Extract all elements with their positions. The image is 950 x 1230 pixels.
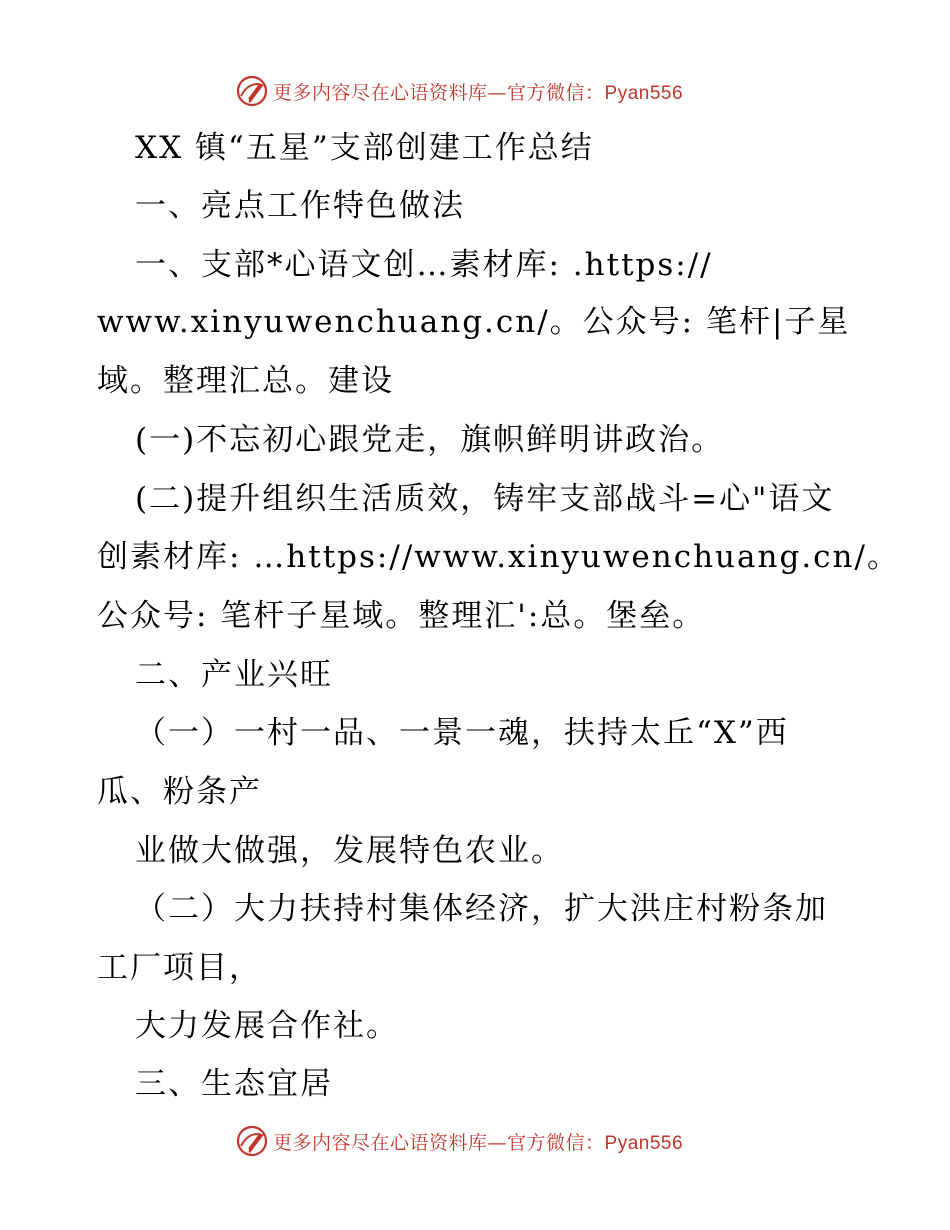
watermark-site-text: 更多内容尽在心语资料库 xyxy=(273,81,488,104)
text-line: （一）一村一品、一景一魂，扶持太丘“X”西 xyxy=(135,715,789,751)
text-line: (一)不忘初心跟党走，旗帜鲜明讲政治。 xyxy=(135,422,725,458)
text-line: 一、支部*心语文创…素材库: .https:// xyxy=(135,247,713,283)
watermark-site-text: 更多内容尽在心语资料库 xyxy=(273,1131,488,1154)
watermark-wechat-label: 官方微信： xyxy=(507,1131,605,1154)
text-line: 业做大做强，发展特色农业。 xyxy=(135,833,564,869)
footer-watermark xyxy=(235,1124,683,1158)
text-line: (二)提升组织生活质效，铸牢支部战斗=心"语文 xyxy=(135,481,835,517)
watermark-wechat-id: Pyan556 xyxy=(604,82,684,104)
text-line: 创素材库: …https://www.xinyuwenchuang.cn/。 xyxy=(97,539,900,575)
pen-swirl-logo-icon xyxy=(235,1124,269,1158)
text-line: 工厂项目， xyxy=(97,950,262,986)
section-heading: 一、亮点工作特色做法 xyxy=(135,188,465,224)
watermark-wechat-id: Pyan556 xyxy=(604,1132,684,1154)
text-line: 大力发展合作社。 xyxy=(135,1008,399,1044)
section-heading: 二、产业兴旺 xyxy=(135,657,333,693)
pen-swirl-logo-icon xyxy=(235,74,269,108)
watermark-dash: — xyxy=(487,1131,508,1154)
watermark-wechat-label: 官方微信： xyxy=(507,81,605,104)
section-heading: 三、生态宜居 xyxy=(135,1066,333,1102)
watermark-dash: — xyxy=(487,81,508,104)
text-line: 域。整理汇总。建设 xyxy=(97,363,394,399)
text-line: 公众号: 笔杆子星域。整理汇':总。堡垒。 xyxy=(97,598,706,634)
text-line: （二）大力扶持村集体经济，扩大洪庄村粉条加 xyxy=(135,891,828,927)
header-watermark xyxy=(235,74,683,108)
text-line: 瓜、粉条产 xyxy=(97,774,262,810)
document-title: XX 镇“五星”支部创建工作总结 xyxy=(135,130,594,166)
text-line: www.xinyuwenchuang.cn/。公众号: 笔杆|子星 xyxy=(97,304,851,340)
